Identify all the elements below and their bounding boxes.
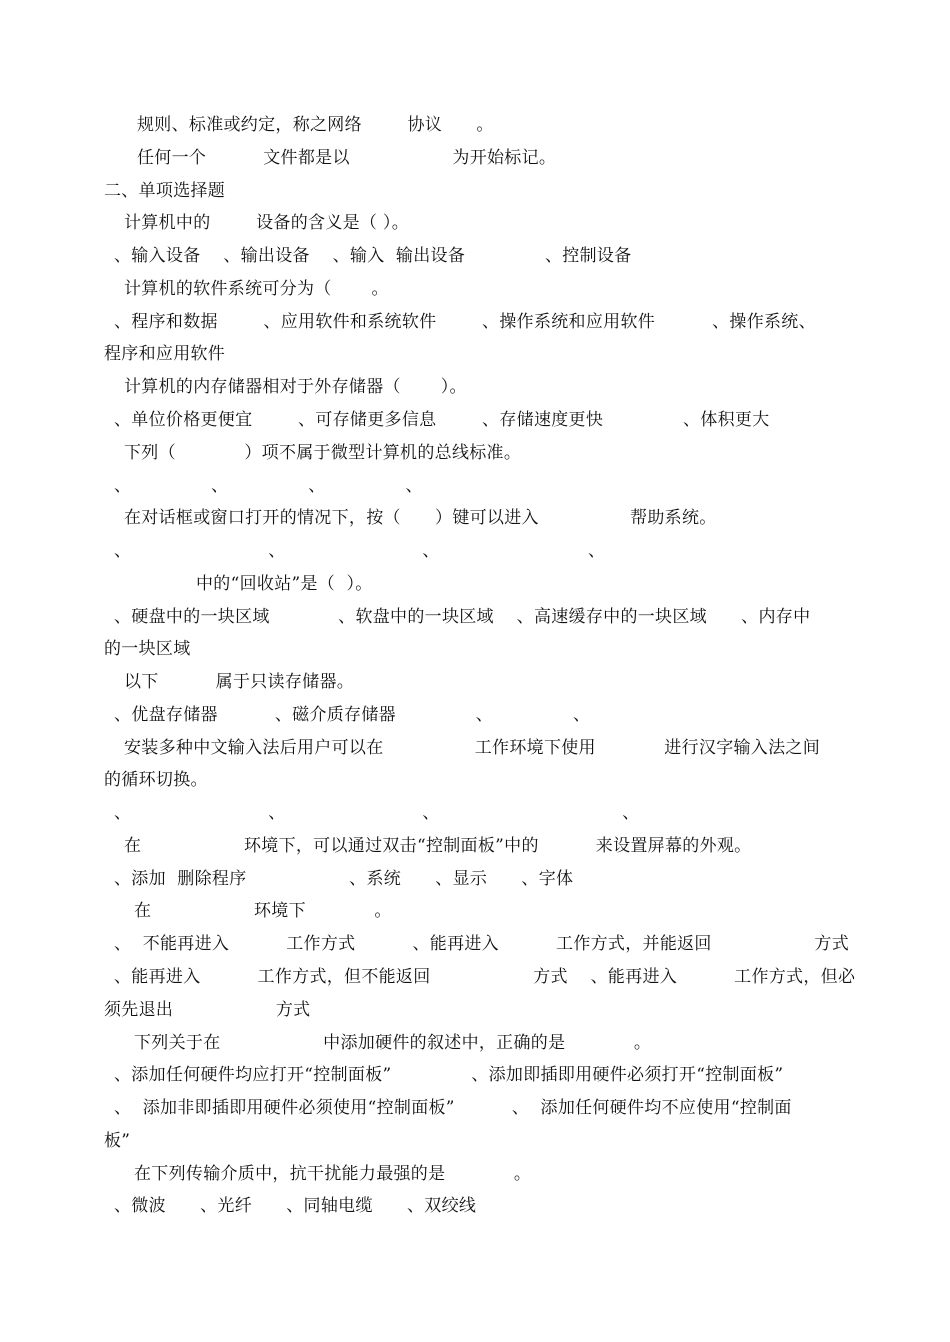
question-12-text: 在下列传输介质中，抗干扰能力最强的是 。 xyxy=(134,1164,532,1184)
question-10-options-2: 、能再进入 工作方式，但不能返回 方式 、能再进入 工作方式，但必 xyxy=(114,967,856,987)
question-9-options: 、添加 删除程序 、系统 、显示 、字体 xyxy=(114,869,574,889)
fill-blank-file-start-line: 任何一个 文件都是以 为开始标记。 xyxy=(137,148,557,168)
question-11-options: 、添加任何硬件均应打开“控制面板” 、添加即插即用硬件必须打开“控制面板” xyxy=(114,1065,784,1085)
question-6-text: 中的“回收站”是（ ）。 xyxy=(196,574,373,594)
question-7-text: 以下 属于只读存储器。 xyxy=(124,672,355,692)
question-10-text: 在 环境下 。 xyxy=(134,901,392,921)
question-4-text: 下列（ ）项不属于微型计算机的总线标准。 xyxy=(124,443,522,463)
question-1-options: 、输入设备 、输出设备 、输入 输出设备 、控制设备 xyxy=(114,246,632,266)
question-8-text: 安装多种中文输入法后用户可以在 工作环境下使用 进行汉字输入法之间 xyxy=(124,738,821,758)
question-6-options-cont: 的一块区域 xyxy=(104,639,191,659)
question-3-text: 计算机的内存储器相对于外存储器（ ）。 xyxy=(124,377,467,397)
question-9-text: 在 环境下，可以通过双击“控制面板”中的 来设置屏幕的外观。 xyxy=(124,836,752,856)
fill-blank-protocol-line: 规则、标准或约定，称之网络 协议 。 xyxy=(137,115,494,135)
question-4-options: 、 、 、 、 xyxy=(114,476,423,496)
question-6-options: 、硬盘中的一块区域 、软盘中的一块区域 、高速缓存中的一块区域 、内存中 xyxy=(114,607,811,627)
question-10-options-cont: 须先退出 方式 xyxy=(104,1000,311,1020)
question-5-text: 在对话框或窗口打开的情况下，按（ ）键可以进入 帮助系统。 xyxy=(124,508,717,528)
question-10-options: 、 不能再进入 工作方式 、能再进入 工作方式，并能返回 方式 xyxy=(114,934,849,954)
question-11-options-cont: 板” xyxy=(104,1131,131,1151)
question-3-options: 、单位价格更便宜 、可存储更多信息 、存储速度更快 、体积更大 xyxy=(114,410,770,430)
question-8-text-cont: 的循环切换。 xyxy=(104,770,208,790)
question-2-options: 、程序和数据 、应用软件和系统软件 、操作系统和应用软件 、操作系统、 xyxy=(114,312,816,332)
question-11-options-2: 、 添加非即插即用硬件必须使用“控制面板” 、 添加任何硬件均不应使用“控制面 xyxy=(114,1098,792,1118)
section-heading-single-choice: 二、单项选择题 xyxy=(104,181,226,201)
question-2-options-cont: 程序和应用软件 xyxy=(104,344,226,364)
question-1-text: 计算机中的 设备的含义是（ ）。 xyxy=(124,213,410,233)
question-11-text: 下列关于在 中添加硬件的叙述中，正确的是 。 xyxy=(134,1033,652,1053)
question-2-text: 计算机的软件系统可分为（ 。 xyxy=(124,279,389,299)
question-8-options: 、 、 、 、 xyxy=(114,803,640,823)
question-12-options: 、微波 、光纤 、同轴电缆 、双绞线 xyxy=(114,1196,477,1216)
question-7-options: 、优盘存储器 、磁介质存储器 、 、 xyxy=(114,705,591,725)
question-5-options: 、 、 、 、 xyxy=(114,541,606,561)
